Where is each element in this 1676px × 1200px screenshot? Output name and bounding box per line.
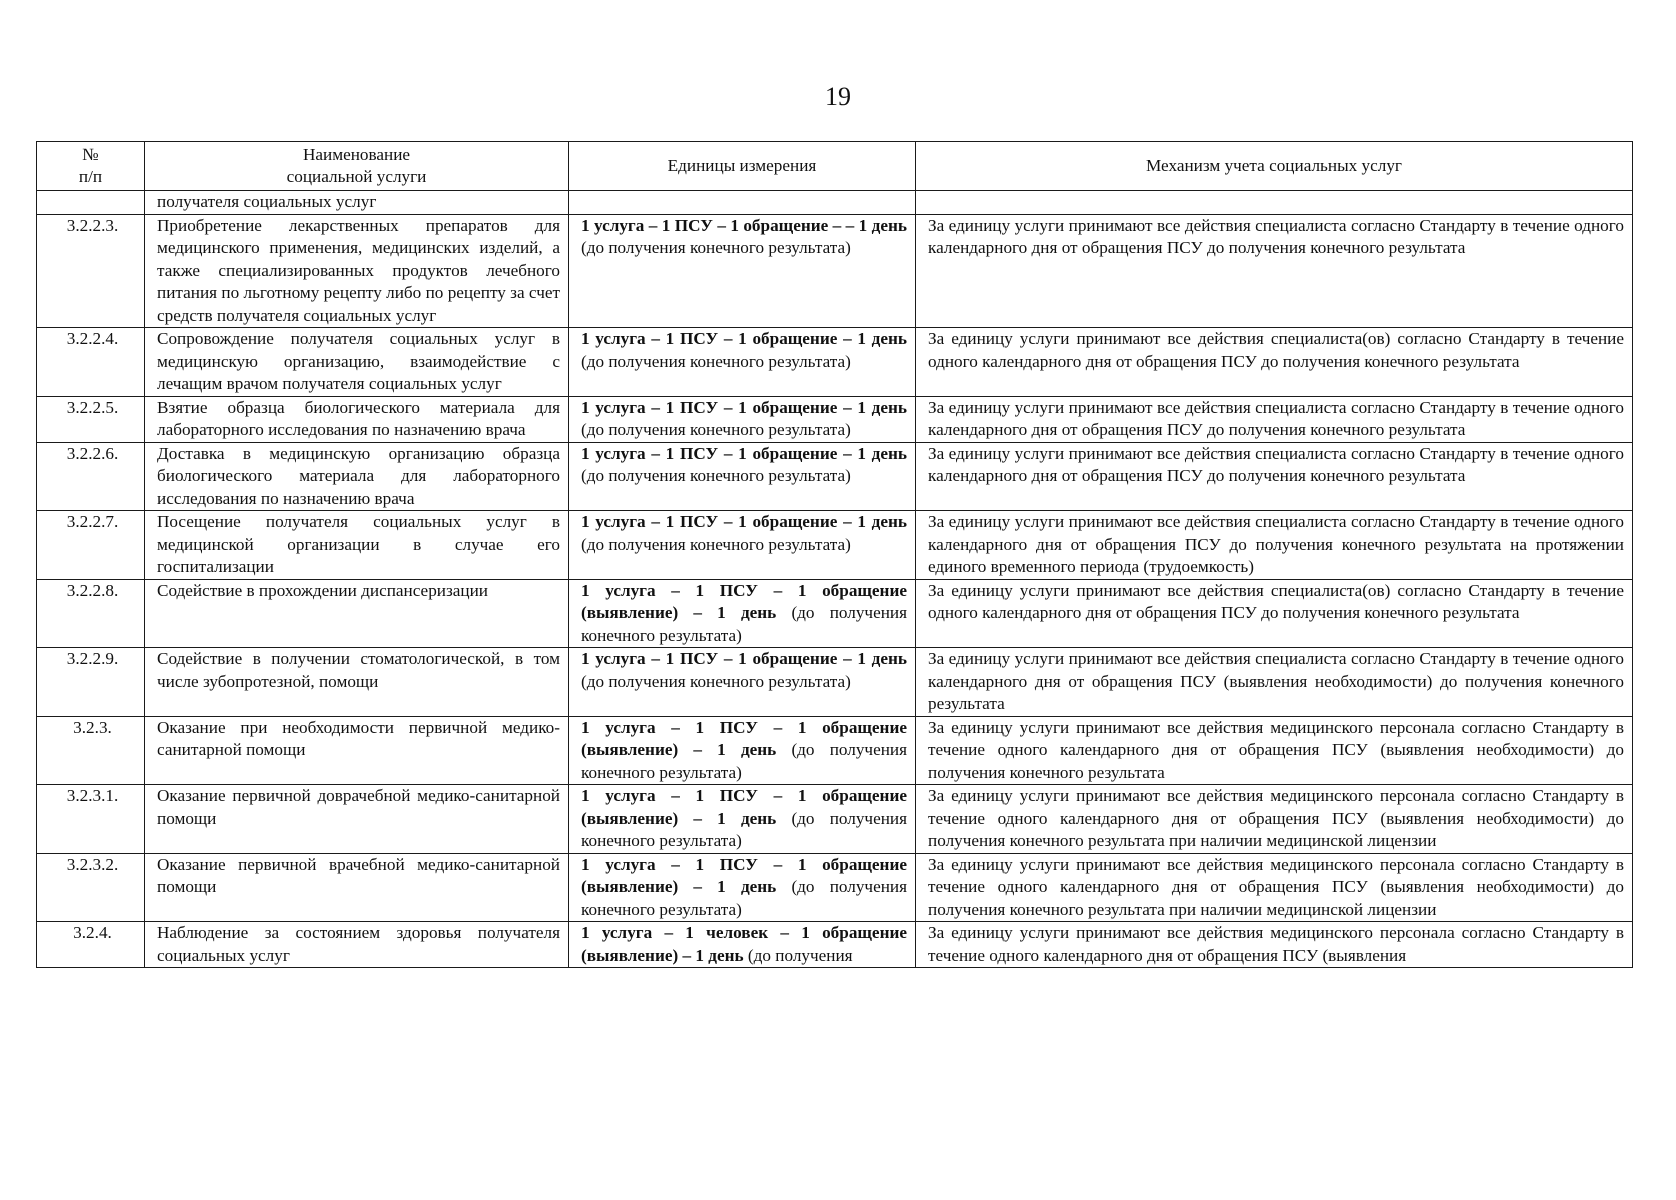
table-row [37, 442, 1633, 511]
cell-num: 3.2.2.5. [37, 396, 145, 442]
table-header-row [37, 142, 1633, 191]
cell-name: получателя социальных услуг [145, 191, 569, 215]
units-rest-text: (до получения [743, 945, 853, 965]
cell-units [569, 191, 916, 215]
cell-units [569, 716, 916, 785]
cell-num: 3.2.2.4. [37, 328, 145, 397]
cell-name: Содействие в прохождении диспансеризации [145, 579, 569, 648]
cell-num: 3.2.2.6. [37, 442, 145, 511]
cell-units [569, 579, 916, 648]
cell-name: Оказание первичной врачебной медико-санитарной помощи [145, 853, 569, 922]
cell-name: Доставка в медицинскую организацию образца биологического материала для лабораторного исследования по назначению врача [145, 442, 569, 511]
cell-mechanism: За единицу услуги принимают все действия специалиста(ов) согласно Стандарту в течение одного календарного дня от обращения ПСУ до получения конечного результата [916, 328, 1633, 397]
table-row [37, 214, 1633, 328]
cell-name: Посещение получателя социальных услуг в медицинской организации в случае его госпитализации [145, 511, 569, 580]
table-row [37, 785, 1633, 854]
table-row [37, 579, 1633, 648]
cell-num: 3.2.3.2. [37, 853, 145, 922]
units-rest-text: (до получения конечного результата) [581, 603, 908, 645]
units-bold-text: 1 услуга – 1 ПСУ – 1 обращение (выявление) – 1 день [581, 854, 907, 896]
cell-mechanism: За единицу услуги принимают все действия медицинского персонала согласно Стандарту в течение одного календарного дня от обращения ПСУ (выявления необходимости) до получения конечного результата при наличии медицинской лицензии [916, 785, 1633, 854]
cell-name: Приобретение лекарственных препаратов для медицинского применения, медицинских изделий, а также специализированных продуктов лечебного питания по льготному рецепту либо по рецепту за счет средств получателя социальных услуг [145, 214, 569, 328]
cell-units [569, 648, 916, 717]
units-bold-text: 1 услуга – 1 ПСУ – 1 обращение – – 1 день [581, 215, 907, 235]
units-rest-text: (до получения конечного результата) [581, 420, 851, 439]
cell-name: Содействие в получении стоматологической, в том числе зубопротезной, помощи [145, 648, 569, 717]
cell-units [569, 214, 916, 328]
units-bold-text: 1 услуга – 1 ПСУ – 1 обращение (выявление) – 1 день [581, 786, 907, 828]
header-num: № п/п [37, 142, 145, 191]
cell-num: 3.2.3.1. [37, 785, 145, 854]
units-bold-text: 1 услуга – 1 ПСУ – 1 обращение (выявление) – 1 день [581, 580, 907, 622]
cell-name: Сопровождение получателя социальных услуг в медицинскую организацию, взаимодействие с лечащим врачом получателя социальных услуг [145, 328, 569, 397]
cell-num: 3.2.2.9. [37, 648, 145, 717]
table-row [37, 716, 1633, 785]
units-rest-text: (до получения конечного результата) [581, 238, 851, 257]
cell-mechanism: За единицу услуги принимают все действия медицинского персонала согласно Стандарту в течение одного календарного дня от обращения ПСУ (выявления необходимости) до получения конечного результата при наличии медицинской лицензии [916, 853, 1633, 922]
cell-mechanism: За единицу услуги принимают все действия медицинского персонала согласно Стандарту в течение одного календарного дня от обращения ПСУ (выявления [916, 922, 1633, 968]
cell-num: 3.2.2.7. [37, 511, 145, 580]
units-bold-text: 1 услуга – 1 ПСУ – 1 обращение – 1 день [581, 397, 907, 417]
units-rest-text: (до получения конечного результата) [581, 671, 851, 691]
cell-units [569, 442, 916, 511]
cell-mechanism: За единицу услуги принимают все действия специалиста согласно Стандарту в течение одного календарного дня от обращения ПСУ до получения конечного результата на протяжении единого временного периода (трудоемкость) [916, 511, 1633, 580]
units-rest-text: (до получения конечного результата) [581, 534, 851, 554]
cell-num: 3.2.3. [37, 716, 145, 785]
cell-units [569, 922, 916, 968]
units-bold-text: 1 услуга – 1 ПСУ – 1 обращение – 1 день [581, 329, 907, 348]
cell-num: 3.2.2.8. [37, 579, 145, 648]
cell-units [569, 853, 916, 922]
cell-name: Взятие образца биологического материала для лабораторного исследования по назначению врача [145, 396, 569, 442]
units-bold-text: 1 услуга – 1 ПСУ – 1 обращение – 1 день [581, 512, 907, 531]
cell-name: Оказание при необходимости первичной медико-санитарной помощи [145, 716, 569, 785]
cell-mechanism: За единицу услуги принимают все действия специалиста согласно Стандарту в течение одного календарного дня от обращения ПСУ до получения конечного результата [916, 214, 1633, 328]
cell-mechanism: За единицу услуги принимают все действия специалиста(ов) согласно Стандарту в течение одного календарного дня от обращения ПСУ до получения конечного результата [916, 579, 1633, 648]
table-row-continuation [37, 191, 1633, 215]
units-rest-text: (до получения конечного результата) [581, 466, 851, 485]
units-rest-text: (до получения конечного результата) [581, 740, 908, 782]
cell-units [569, 511, 916, 580]
cell-num: 3.2.4. [37, 922, 145, 968]
cell-mechanism [916, 191, 1633, 215]
units-rest-text: (до получения конечного результата) [581, 808, 908, 850]
table-row [37, 648, 1633, 717]
cell-name: Наблюдение за состоянием здоровья получателя социальных услуг [145, 922, 569, 968]
table-row [37, 396, 1633, 442]
cell-name: Оказание первичной доврачебной медико-санитарной помощи [145, 785, 569, 854]
table-row [37, 511, 1633, 580]
units-bold-text: 1 услуга – 1 ПСУ – 1 обращение (выявление) – 1 день [581, 717, 907, 759]
header-name: Наименование социальной услуги [145, 142, 569, 191]
cell-units [569, 785, 916, 854]
cell-units [569, 396, 916, 442]
cell-num: 3.2.2.3. [37, 214, 145, 328]
table-row [37, 922, 1633, 968]
cell-mechanism: За единицу услуги принимают все действия специалиста согласно Стандарту в течение одного календарного дня от обращения ПСУ до получения конечного результата [916, 396, 1633, 442]
units-bold-text: 1 услуга – 1 человек – 1 обращение (выявление) – 1 день [581, 923, 907, 965]
units-rest-text: (до получения конечного результата) [581, 877, 908, 919]
units-bold-text: 1 услуга – 1 ПСУ – 1 обращение – 1 день [581, 649, 907, 668]
services-table [36, 141, 1633, 968]
cell-mechanism: За единицу услуги принимают все действия медицинского персонала согласно Стандарту в течение одного календарного дня от обращения ПСУ (выявления необходимости) до получения конечного результата [916, 716, 1633, 785]
table-row [37, 853, 1633, 922]
cell-mechanism: За единицу услуги принимают все действия специалиста согласно Стандарту в течение одного календарного дня от обращения ПСУ (выявления необходимости) до получения конечного результата [916, 648, 1633, 717]
table-row [37, 328, 1633, 397]
cell-mechanism: За единицу услуги принимают все действия специалиста согласно Стандарту в течение одного календарного дня от обращения ПСУ до получения конечного результата [916, 442, 1633, 511]
cell-num [37, 191, 145, 215]
units-bold-text: 1 услуга – 1 ПСУ – 1 обращение – 1 день [581, 443, 907, 463]
header-units: Единицы измерения [569, 142, 916, 191]
header-mechanism: Механизм учета социальных услуг [916, 142, 1633, 191]
cell-units [569, 328, 916, 397]
units-rest-text: (до получения конечного результата) [581, 351, 851, 371]
page-number: 19 [825, 82, 851, 111]
